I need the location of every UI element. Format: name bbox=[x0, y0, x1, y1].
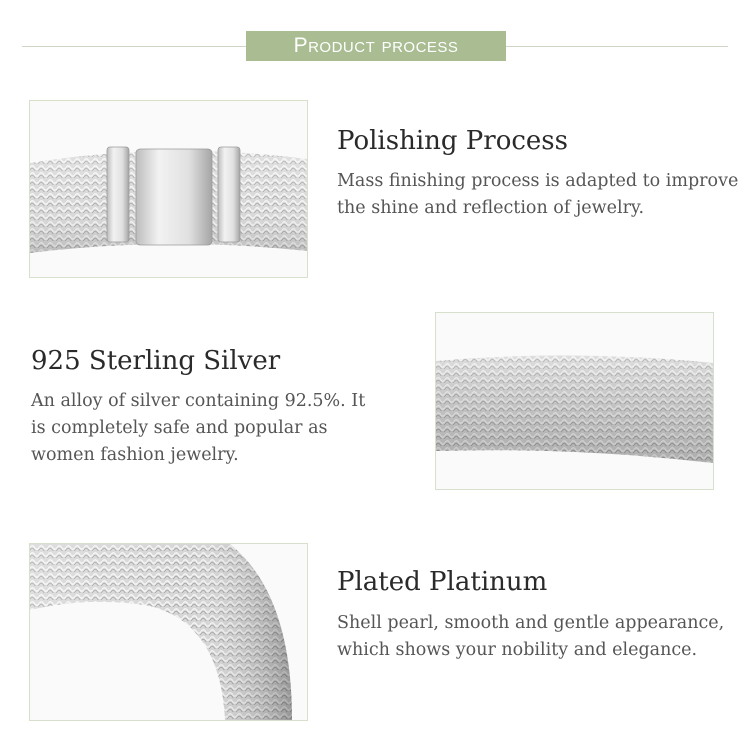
section-description-line: Mass finishing process is adapted to improve bbox=[337, 171, 739, 191]
section-title-plated-platinum: Plated Platinum bbox=[337, 567, 548, 597]
section-header: Product process bbox=[246, 31, 506, 61]
section-title-sterling-silver: 925 Sterling Silver bbox=[31, 346, 281, 376]
section-title-polishing: Polishing Process bbox=[337, 126, 568, 156]
curved-mesh-image bbox=[29, 543, 308, 721]
section-description-line: the shine and reflection of jewelry. bbox=[337, 198, 645, 218]
section-description-line: which shows your nobility and elegance. bbox=[337, 640, 698, 660]
mesh-band-image bbox=[435, 312, 714, 490]
section-description-line: An alloy of silver containing 92.5%. It bbox=[31, 391, 366, 411]
section-description-line: Shell pearl, smooth and gentle appearance, bbox=[337, 613, 725, 633]
header-divider-right bbox=[506, 46, 728, 47]
header-divider-left bbox=[22, 46, 246, 47]
section-description-line: is completely safe and popular as bbox=[31, 418, 328, 438]
section-description-line: women fashion jewelry. bbox=[31, 445, 239, 465]
clasp-image bbox=[29, 100, 308, 278]
